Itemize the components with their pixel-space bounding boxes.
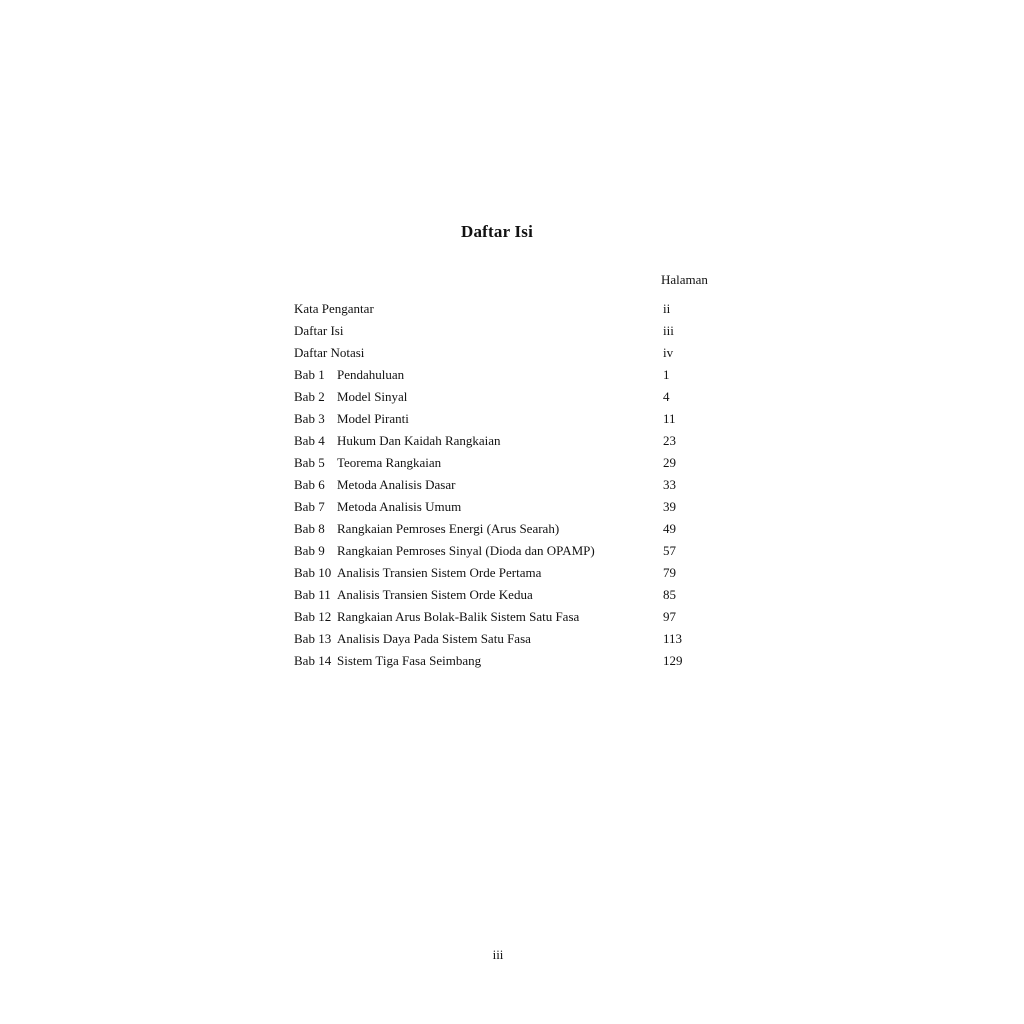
toc-entry [294, 477, 724, 499]
toc-entry [294, 565, 724, 587]
toc-entry-page: 29 [663, 455, 676, 470]
chapter-number: Bab 7 [294, 499, 325, 514]
chapter-title: Rangkaian Pemroses Sinyal (Dioda dan OPAMP) [337, 543, 595, 558]
toc-entry-label [294, 631, 531, 647]
toc-entry [294, 631, 724, 653]
toc-entry-page: 79 [663, 565, 676, 580]
toc-entry [294, 411, 724, 433]
chapter-number: Bab 5 [294, 455, 325, 470]
toc-entry-label [294, 543, 595, 559]
chapter-title: Metoda Analisis Umum [337, 499, 462, 514]
chapter-number: Bab 13 [294, 631, 332, 646]
toc-entry-page: 39 [663, 499, 676, 514]
toc-entry-label [294, 455, 441, 471]
toc-entry-page: 1 [663, 367, 670, 382]
toc-entry-page: 113 [663, 631, 683, 646]
toc-entry-page: 85 [663, 587, 676, 602]
chapter-title: Daftar Isi [294, 323, 344, 338]
toc-entry-label [294, 653, 481, 669]
toc-entry-label [294, 477, 455, 493]
chapter-number: Bab 10 [294, 565, 332, 580]
toc-entry [294, 587, 724, 609]
toc-entry-page: 23 [663, 433, 676, 448]
page-column-header: Halaman [661, 272, 708, 287]
toc-entry-page: 49 [663, 521, 676, 536]
chapter-number: Bab 8 [294, 521, 325, 536]
toc-entry-label [294, 587, 533, 603]
chapter-number: Bab 9 [294, 543, 325, 558]
chapter-title: Rangkaian Arus Bolak-Balik Sistem Satu Fasa [337, 609, 580, 624]
chapter-title: Model Sinyal [337, 389, 408, 404]
toc-entry-page: 97 [663, 609, 676, 624]
toc-entry-page: iv [663, 345, 674, 360]
chapter-number: Bab 1 [294, 367, 325, 382]
chapter-title: Rangkaian Pemroses Energi (Arus Searah) [337, 521, 560, 536]
toc-entry-label [294, 609, 579, 625]
toc-entry [294, 433, 724, 455]
table-of-contents [294, 301, 724, 675]
toc-entry [294, 389, 724, 411]
toc-entry-label [294, 367, 404, 383]
chapter-title: Hukum Dan Kaidah Rangkaian [337, 433, 501, 448]
chapter-title: Teorema Rangkaian [337, 455, 442, 470]
toc-entry-page: 129 [663, 653, 683, 668]
chapter-title: Analisis Transien Sistem Orde Kedua [337, 587, 533, 602]
toc-entry-label [294, 301, 374, 317]
toc-entry [294, 367, 724, 389]
toc-entry-label [294, 345, 364, 361]
chapter-title: Pendahuluan [337, 367, 405, 382]
toc-entry-label [294, 521, 559, 537]
toc-entry [294, 301, 724, 323]
page-title: Daftar Isi [460, 222, 534, 241]
chapter-number: Bab 2 [294, 389, 325, 404]
chapter-number: Bab 6 [294, 477, 325, 492]
toc-entry [294, 521, 724, 543]
chapter-title: Daftar Notasi [294, 345, 365, 360]
toc-entry-page: 57 [663, 543, 676, 558]
toc-entry [294, 609, 724, 631]
toc-entry [294, 323, 724, 345]
chapter-title: Metoda Analisis Dasar [337, 477, 456, 492]
toc-entry-page: ii [663, 301, 671, 316]
chapter-title: Model Piranti [337, 411, 409, 426]
chapter-number: Bab 11 [294, 587, 331, 602]
toc-entry-page: 4 [663, 389, 670, 404]
toc-entry-label [294, 499, 461, 515]
chapter-title: Sistem Tiga Fasa Seimbang [337, 653, 482, 668]
toc-entry [294, 543, 724, 565]
chapter-title: Analisis Daya Pada Sistem Satu Fasa [337, 631, 531, 646]
chapter-number: Bab 12 [294, 609, 332, 624]
chapter-title: Analisis Transien Sistem Orde Pertama [337, 565, 542, 580]
toc-entry [294, 455, 724, 477]
toc-entry-label [294, 323, 343, 339]
toc-entry-label [294, 411, 409, 427]
toc-entry-page: 33 [663, 477, 676, 492]
chapter-number: Bab 4 [294, 433, 325, 448]
toc-entry-label [294, 565, 541, 581]
toc-entry-page: 11 [663, 411, 676, 426]
chapter-title: Kata Pengantar [294, 301, 374, 316]
toc-entry [294, 499, 724, 521]
toc-entry-label [294, 433, 501, 449]
chapter-number: Bab 14 [294, 653, 332, 668]
toc-entry [294, 653, 724, 675]
footer-page-number: iii [492, 947, 504, 962]
toc-entry-page: iii [663, 323, 674, 338]
toc-entry-label [294, 389, 407, 405]
toc-entry [294, 345, 724, 367]
chapter-number: Bab 3 [294, 411, 325, 426]
